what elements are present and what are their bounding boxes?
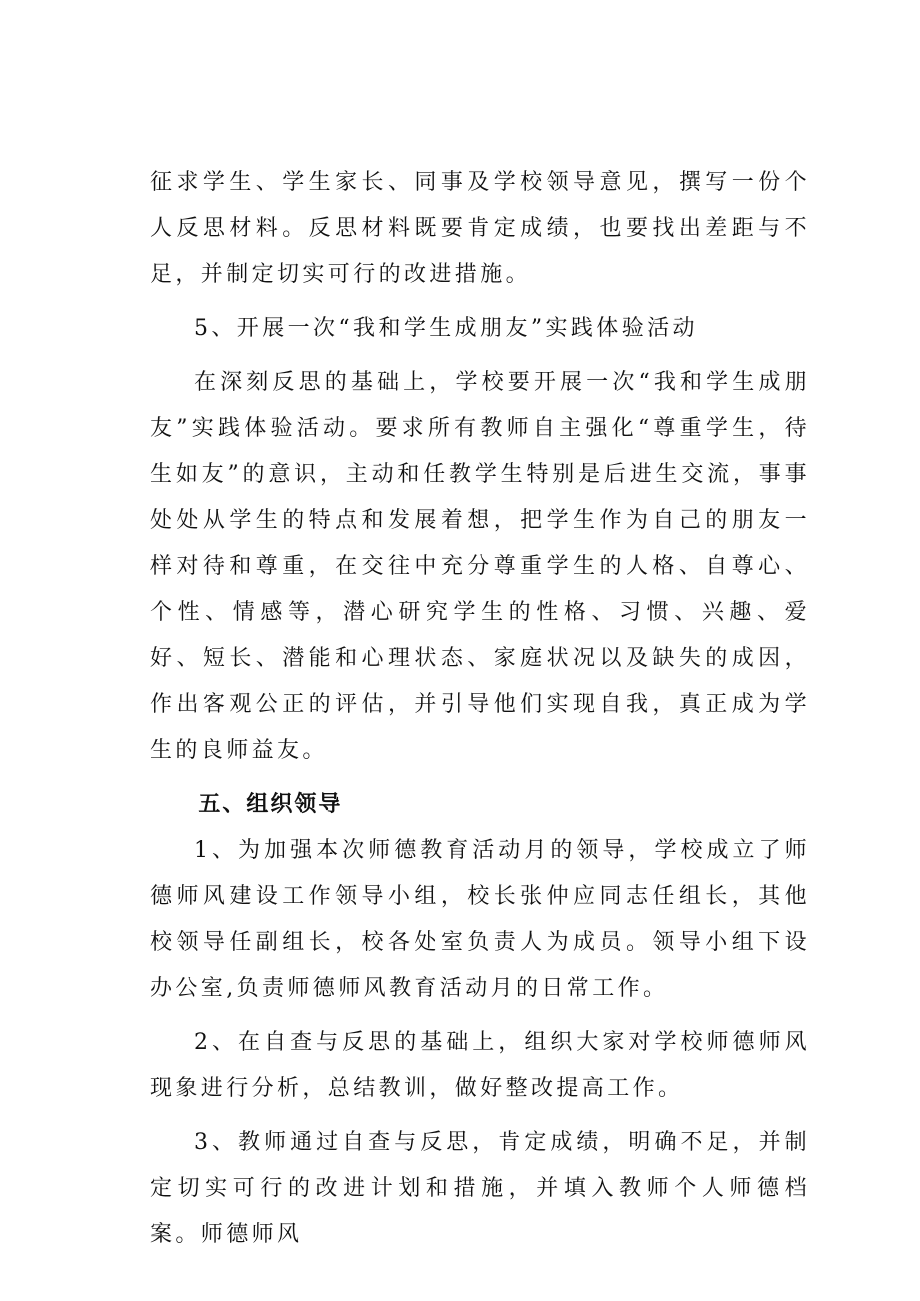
item-5-body: 在深刻反思的基础上，学校要开展一次“我和学生成朋友”实践体验活动。要求所有教师自主强化“尊重学生，待生如友”的意识，主动和任教学生特别是后进生交流，事事处处从学生的特点和发展着想，把学生作为自己的朋友一样对待和尊重，在交往中充分尊重学生的人格、自尊心、个性、情感等，潜心研究学生的性格、习惯、兴趣、爱好、短长、潜能和心理状态、家庭状况以及缺失的成因，作出客观公正的评估，并引导他们实现自我，真正成为学生的良师益友。 [150,370,810,763]
org-item-2: 2、在自查与反思的基础上，组织大家对学校师德师风现象进行分析，总结教训，做好整改提高工作。 [150,1030,810,1101]
section-5-heading: 五、组织领导 [198,792,343,817]
document-body [150,160,810,1258]
org-item-3: 3、教师通过自查与反思，肯定成绩，明确不足，并制定切实可行的改进计划和措施，并填入教师个人师德档案。师德师风 [150,1130,810,1247]
org-item-1: 1、为加强本次师德教育活动月的领导，学校成立了师德师风建设工作领导小组，校长张仲应同志任组长，其他校领导任副组长，校各处室负责人为成员。领导小组下设办公室,负责师德师风教育活动月的日常工作。 [150,838,810,1001]
item-5-title: 5、开展一次“我和学生成朋友”实践体验活动 [194,316,698,341]
paragraph-continued: 征求学生、学生家长、同事及学校领导意见，撰写一份个人反思材料。反思材料既要肯定成绩，也要找出差距与不足，并制定切实可行的改进措施。 [150,170,810,287]
